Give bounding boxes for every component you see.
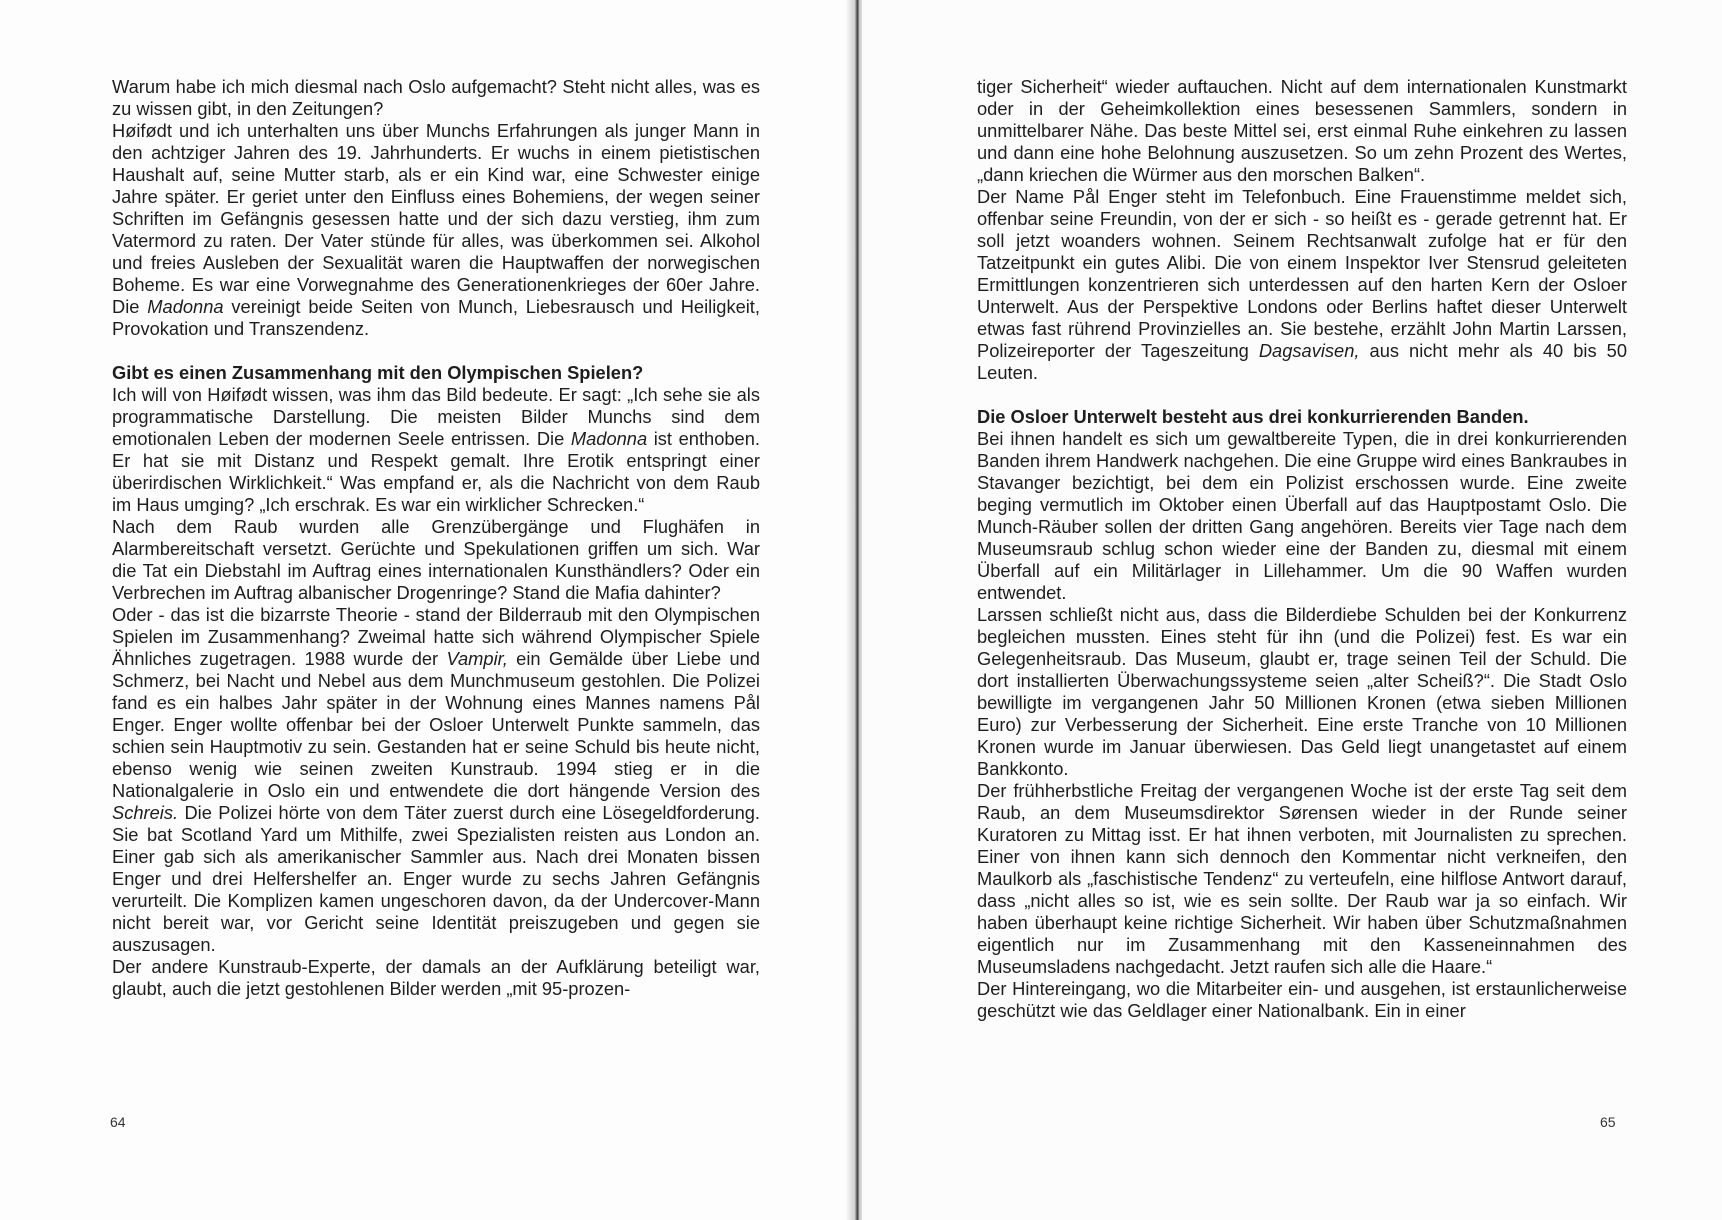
paragraph: Der frühherbstliche Freitag der vergangenen Woche ist der erste Tag seit dem Raub, an dem Museumsdirektor Sørensen wieder in der Runde seiner Kuratoren zu Mittag isst. Er hat ihnen verboten, mit Journalisten zu sprechen. Einer von ihnen kann sich dennoch den Kommentar nicht verkneifen, den Maulkorb als „faschistische Tendenz“ zu verteufeln, eine hilflose Antwort darauf, dass „nicht alles so ist, wie es sein sollte. Der Raub war ja so einfach. Wir haben überhaupt keine richtige Sicherheit. Wir haben über Schutzmaßnahmen eigentlich nur im Zusammenhang mit den Kasseneinnahmen des Museumsladens nachgedacht. Jetzt raufen sich alle die Haare.“ xyxy=(977,780,1627,977)
right-page xyxy=(862,0,1722,1220)
paragraph: Larssen schließt nicht aus, dass die Bilderdiebe Schulden bei der Konkurrenz begleichen mussten. Eines steht für ihn (und die Polizei) fest. Es war ein Gelegenheitsraub. Das Museum, glaubt er, trage seinen Teil der Schuld. Die dort installierten Überwachungssysteme seien „alter Scheiß?“. Die Stadt Oslo bewilligte im vergangenen Jahr 50 Millionen Kronen (etwa sieben Millionen Euro) zur Verbesserung der Sicherheit. Eine erste Tranche von 10 Millionen Kronen wurde im Januar überwiesen. Das Geld liegt unangetastet auf einem Bankkonto. xyxy=(977,604,1627,779)
paragraph: Warum habe ich mich diesmal nach Oslo aufgemacht? Steht nicht alles, was es zu wissen gibt, in den Zeitungen? xyxy=(112,76,760,119)
paragraph: Ich will von Høifødt wissen, was ihm das Bild bedeute. Er sagt: „Ich sehe sie als programmatische Darstellung. Die meisten Bilder Munchs sind dem emotionalen Leben der modernen Seele entrissen. Die Madonna ist enthoben. Er hat sie mit Distanz und Respekt gemalt. Ihre Erotik entspringt einer überirdischen Wirklichkeit.“ Was empfand er, als die Nachricht von dem Raub im Haus umging? „Ich erschrak. Es war ein wirklicher Schrecken.“ xyxy=(112,384,760,515)
section-heading: Gibt es einen Zusammenhang mit den Olympischen Spielen? xyxy=(112,362,644,383)
left-page xyxy=(0,0,855,1220)
paragraph: Der Hintereingang, wo die Mitarbeiter ein- und ausgehen, ist erstaunlicherweise geschützt wie das Geldlager einer Nationalbank. Ein in einer xyxy=(977,978,1627,1021)
section-heading: Die Osloer Unterwelt besteht aus drei konkurrierenden Banden. xyxy=(977,406,1529,427)
newspaper-title: Dagsavisen, xyxy=(1258,340,1360,361)
work-title: Vampir, xyxy=(446,648,508,669)
paragraph: Oder - das ist die bizarrste Theorie - stand der Bilderraub mit den Olympischen Spielen im Zusammenhang? Zweimal hatte sich während Olympischer Spiele Ähnliches zugetragen. 1988 wurde der Vampir, ein Gemälde über Liebe und Schmerz, bei Nacht und Nebel aus dem Munchmuseum gestohlen. Die Polizei fand es ein halbes Jahr später in der Wohnung eines Mannes namens Pål Enger. Enger wollte offenbar bei der Osloer Unterwelt Punkte sammeln, das schien sein Hauptmotiv zu sein. Gestanden hat er seine Schuld bis heute nicht, ebenso wenig wie seinen zweiten Kunstraub. 1994 stieg er in die Nationalgalerie in Oslo ein und entwendete die dort hängende Version des Schreis. Die Polizei hörte von dem Täter zuerst durch eine Lösegeldforderung. Sie bat Scotland Yard um Mithilfe, zwei Spezialisten reisten aus London an. Einer gab sich als amerikanischer Sammler aus. Nach drei Monaten bissen Enger und drei Helfershelfer an. Enger wurde zu sechs Jahren Gefängnis verurteilt. Die Komplizen kamen ungeschoren davon, da der Undercover-Mann nicht bereit war, vor Gericht seine Identität preiszugeben und gegen sie auszusagen. xyxy=(112,604,760,955)
work-title: Schreis. xyxy=(112,802,179,823)
left-text-column xyxy=(112,76,760,1000)
paragraph: Bei ihnen handelt es sich um gewaltbereite Typen, die in drei konkurrierenden Banden ihrem Handwerk nachgehen. Die eine Gruppe wird eines Bankraubes in Stavanger bezichtigt, bei dem ein Polizist erschossen wurde. Eine zweite beging vermutlich im Oktober einen Überfall auf das Hauptpostamt Oslo. Die Munch-Räuber sollen der dritten Gang angehören. Bereits vier Tage nach dem Museumsraub schlug schon wieder eine der Banden zu, diesmal mit einem Überfall auf ein Militärlager in Lillehammer. Um die 90 Waffen wurden entwendet. xyxy=(977,428,1627,603)
paragraph: Der andere Kunstraub-Experte, der damals an der Aufklärung beteiligt war, glaubt, auch die jetzt gestohlenen Bilder werden „mit 95-prozen- xyxy=(112,956,760,999)
page-number: 65 xyxy=(1600,1114,1616,1130)
work-title: Madonna xyxy=(147,296,224,317)
paragraph: Høifødt und ich unterhalten uns über Munchs Erfahrungen als junger Mann in den achtziger Jahren des 19. Jahrhunderts. Er wuchs in einem pietistischen Haushalt auf, seine Mutter starb, als er ein Kind war, eine Schwester einige Jahre später. Er geriet unter den Einfluss eines Bohemiens, der wegen seiner Schriften im Gefängnis gesessen hatte und der sich dazu verstieg, ihm zum Vatermord zu raten. Der Vater stünde für alles, was überkommen sei. Alkohol und freies Ausleben der Sexualität waren die Hauptwaffen der norwegischen Boheme. Es war eine Vorwegnahme des Generationenkrieges der 60er Jahre. Die Madonna vereinigt beide Seiten von Munch, Liebesrausch und Heiligkeit, Provokation und Transzendenz. xyxy=(112,120,760,339)
paragraph: tiger Sicherheit“ wieder auftauchen. Nicht auf dem internationalen Kunstmarkt oder in der Geheimkollektion eines besessenen Sammlers, sondern in unmittelbarer Nähe. Das beste Mittel sei, erst einmal Ruhe einkehren zu lassen und dann eine hohe Belohnung auszusetzen. So um zehn Prozent des Wertes, „dann kriechen die Würmer aus den morschen Balken“. xyxy=(977,76,1627,185)
paragraph: Nach dem Raub wurden alle Grenzübergänge und Flughäfen in Alarmbereitschaft versetzt. Gerüchte und Spekulationen griffen um sich. War die Tat ein Diebstahl im Auftrag eines internationalen Kunsthändlers? Oder ein Verbrechen im Auftrag albanischer Drogenringe? Stand die Mafia dahinter? xyxy=(112,516,760,603)
paragraph: Der Name Pål Enger steht im Telefonbuch. Eine Frauenstimme meldet sich, offenbar seine Freundin, von der er sich - so heißt es - gerade getrennt hat. Er soll jetzt woanders wohnen. Seinem Rechtsanwalt zufolge hat er für den Tatzeitpunkt ein gutes Alibi. Die von einem Inspektor Iver Stensrud geleiteten Ermittlungen konzentrieren sich unterdessen auf den harten Kern der Osloer Unterwelt. Aus der Perspektive Londons oder Berlins haftet dieser Unterwelt etwas fast rührend Provinzielles an. Sie bestehe, erzählt John Martin Larssen, Polizeireporter der Tageszeitung Dagsavisen, aus nicht mehr als 40 bis 50 Leuten. xyxy=(977,186,1627,383)
work-title: Madonna xyxy=(570,428,648,449)
right-text-column xyxy=(977,76,1627,1022)
page-number: 64 xyxy=(110,1114,126,1130)
